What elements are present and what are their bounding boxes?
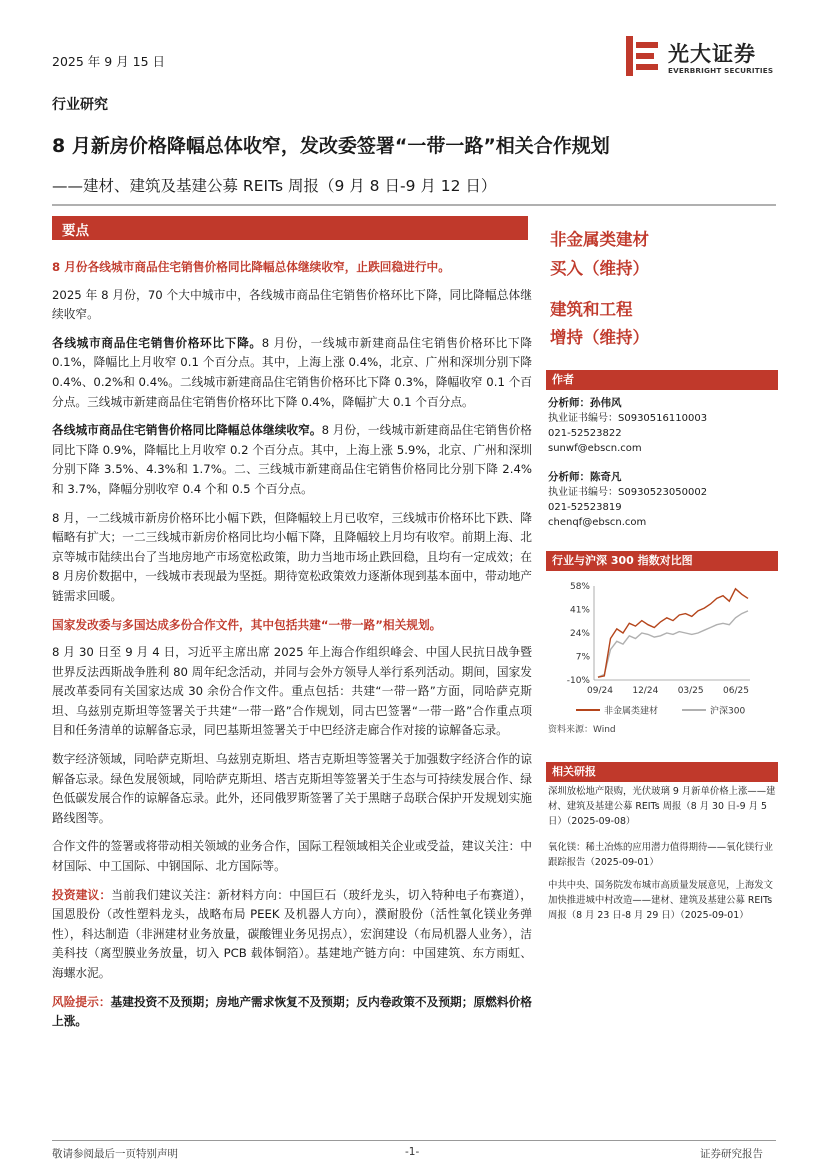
related-report-2[interactable]: 氧化镁：稀土冶炼的应用潜力值得期待——氧化镁行业跟踪报告（2025-09-01） [548,842,774,868]
series-line-0 [598,589,748,677]
related-report-1[interactable]: 深圳放松地产限购，光伏玻璃 9 月新单价格上涨——建材、建筑及基建公募 REITs 周报（8 月 30 日-9 月 5 日）（2025-09-08） [548,786,776,827]
risk-warning-body: 基建投资不及预期；房地产需求恢复不及预期；反内卷政策不及预期；原燃料价格上涨。 [52,994,532,1029]
analyst-2-phone: 021-52523819 [548,502,622,513]
analyst-2-license: 执业证书编号：S0930523050002 [548,487,708,498]
footer-report-type: 证券研究报告 [700,1148,763,1160]
section-heading-2: 国家发改委与多国达成多份合作文件，其中包括共建“一带一路”相关规划。 [52,617,442,632]
paragraph-1: 2025 年 8 月份，70 个大中城市中，各线城市商品住宅销售价格环比下降，同比降幅总体继续收窄。 [52,287,532,322]
paragraph-4: 8 月，一二线城市新房价格环比小幅下跌，但降幅较上月已收窄，三线城市价格环比下跌、降幅略有扩大；一二三线城市新房价格同比均小幅下降，且降幅较上月均有收窄。前期上海、北京等城市陆续出台了当地房地产市场宽松政策，助力当地市场止跌回稳，且均有一定成效；在 8 月房价数据中，一线城市表现最为坚挺。期待宽松政策效力逐渐体现到基本面中，带动地产链需求回暖。 [52,510,532,603]
logo-name-en: EVERBRIGHT SECURITIES [668,66,774,75]
analyst-2 [548,470,707,530]
y-tick-label: 41% [569,605,590,616]
x-tick-label: 12/24 [632,686,659,696]
rating-value-2: 增持（维持） [550,328,649,347]
y-tick-label: 58% [569,582,590,592]
rating-sector-1: 非金属类建材 [550,230,649,249]
legend-label: 非金属类建材 [604,706,659,717]
chart-section-bar: 行业与沪深 300 指数对比图 [546,551,778,571]
paragraph-5: 8 月 30 日至 9 月 4 日，习近平主席出席 2025 年上海合作组织峰会、中国人民抗日战争暨世界反法西斯战争胜利 80 周年纪念活动，并同与会外方领导人举行系列活动。期间，国家发展改革委同有关国家达成 30 余份合作文件。重点包括：共建“一带一路”方面，同哈萨克斯坦、乌兹别克斯坦等签署关于共建“一带一路”合作规划，同古巴签署“一带一路”合作重点项目和任务清单的谅解备忘录，同巴基斯坦签署关于中巴经济走廊合作对接的谅解备忘录。 [52,645,532,738]
y-tick-label: 24% [569,629,590,639]
rating-sector-2: 建筑和工程 [550,300,633,319]
x-tick-label: 06/25 [723,686,749,696]
related-reports-bar: 相关研报 [546,762,778,782]
report-subtitle: ——建材、建筑及基建公募 REITs 周报（9 月 8 日-9 月 12 日） [52,177,497,195]
paragraph-2 [52,334,532,412]
paragraph-3-lead: 各线城市商品住宅销售价格同比降幅总体继续收窄。 [52,423,322,438]
investment-advice-body: 当前我们建议关注：新材料方向：中国巨石（玻纤龙头，切入特种电子布赛道），国恩股份（改性塑料龙头，战略布局 PEEK 及机器人方向），濮耐股份（活性氧化镁业务弹性），科达制造（非洲建材业务放量，碳酸锂业务见拐点），宏润建设（布局机器人业务），洁美科技（离型膜业务放量，切入 PCB 载体铜箔）。基建地产链方向：中国建筑、东方雨虹、海螺水泥。 [52,887,532,980]
chart-source: 资料来源：Wind [548,725,616,735]
y-tick-label: -10% [566,676,590,686]
paragraph-3 [52,421,532,499]
logo [626,36,776,80]
key-points-label: 要点 [62,223,89,239]
analyst-1-email[interactable]: sunwf@ebscn.com [548,443,642,454]
paragraph-3-body: 8 月份，一线城市新建商品住宅销售价格同比下降 0.9%，降幅比上月收窄 0.2 个百分点。其中，上海上涨 5.9%，北京、广州和深圳分别下降 3.5%、4.3%和 1.7%。二、三线城市新建商品住宅销售价格同比分别下降 2.4%和 3.7%，降幅分别收窄 0.4 个和 0.5 个百分点。 [52,423,532,496]
paragraph-6: 数字经济领域，同哈萨克斯坦、乌兹别克斯坦、塔吉克斯坦等签署关于加强数字经济合作的谅解备忘录。绿色发展领域，同哈萨克斯坦、塔吉克斯坦等签署关于生态与可持续发展合作、绿色低碳发展合作的谅解备忘录。此外，还同俄罗斯签署了关于黑瞎子岛联合保护开发规划实施路线图等。 [52,752,532,825]
paragraph-7: 合作文件的签署或将带动相关领域的业务合作，国际工程领域相关企业或受益，建议关注：中材国际、中工国际、中钢国际、北方国际等。 [52,839,532,874]
investment-advice [52,886,532,984]
analyst-2-email[interactable]: chenqf@ebscn.com [548,517,647,528]
paragraph-2-lead: 各线城市商品住宅销售价格环比下降。 [52,335,262,350]
page-number: -1- [405,1146,420,1158]
analyst-1 [548,396,707,456]
report-title: 8 月新房价格降幅总体收窄，发改委签署“一带一路”相关合作规划 [52,135,610,157]
analyst-1-name: 分析师：孙伟风 [548,397,622,409]
section-heading-1: 8 月份各线城市商品住宅销售价格同比降幅总体继续收窄，止跌回稳进行中。 [52,260,450,274]
rating-value-1: 买入（维持） [550,259,649,278]
paragraph-2-body: 8 月份，一线城市新建商品住宅销售价格环比下降 0.1%，降幅比上月收窄 0.1 个百分点。其中，上海上涨 0.4%，北京、广州和深圳分别下降 0.4%、0.2%和 0.4%。二线城市新建商品住宅销售价格环比下降 0.3%，降幅收窄 0.1 个百分点。三线城市新建商品住宅销售价格环比下降 0.4%，降幅扩大 0.1 个百分点。 [52,335,532,409]
key-points-bar [52,216,528,240]
x-tick-label: 09/24 [587,686,613,696]
header-divider [52,204,776,206]
everbright-logo-icon [626,36,660,76]
related-report-3[interactable]: 中共中央、国务院发布城市高质量发展意见，上海发文加快推进城中村改造——建材、建筑及基建公募 REITs 周报（8 月 23 日-8 月 29 日）（2025-09-01） [548,880,774,921]
main-content [52,258,532,1041]
analyst-1-license: 执业证书编号：S0930516110003 [548,413,708,424]
performance-chart [546,576,778,736]
risk-warning-label: 风险提示： [52,994,111,1009]
y-tick-label: 7% [575,652,590,663]
analyst-1-phone: 021-52523822 [548,428,622,439]
authors-bar: 作者 [546,370,778,390]
x-tick-label: 03/25 [677,686,704,696]
footer-disclaimer: 敬请参阅最后一页特别声明 [52,1148,178,1160]
analyst-2-name: 分析师：陈奇凡 [548,471,622,483]
doc-type: 行业研究 [52,97,108,113]
logo-name-cn: 光大证券 [668,42,756,66]
report-date: 2025 年 9 月 15 日 [52,54,166,69]
investment-advice-label: 投资建议： [52,887,112,902]
footer-divider [52,1140,776,1141]
risk-warning [52,993,532,1032]
legend-label: 沪深300 [710,706,746,717]
